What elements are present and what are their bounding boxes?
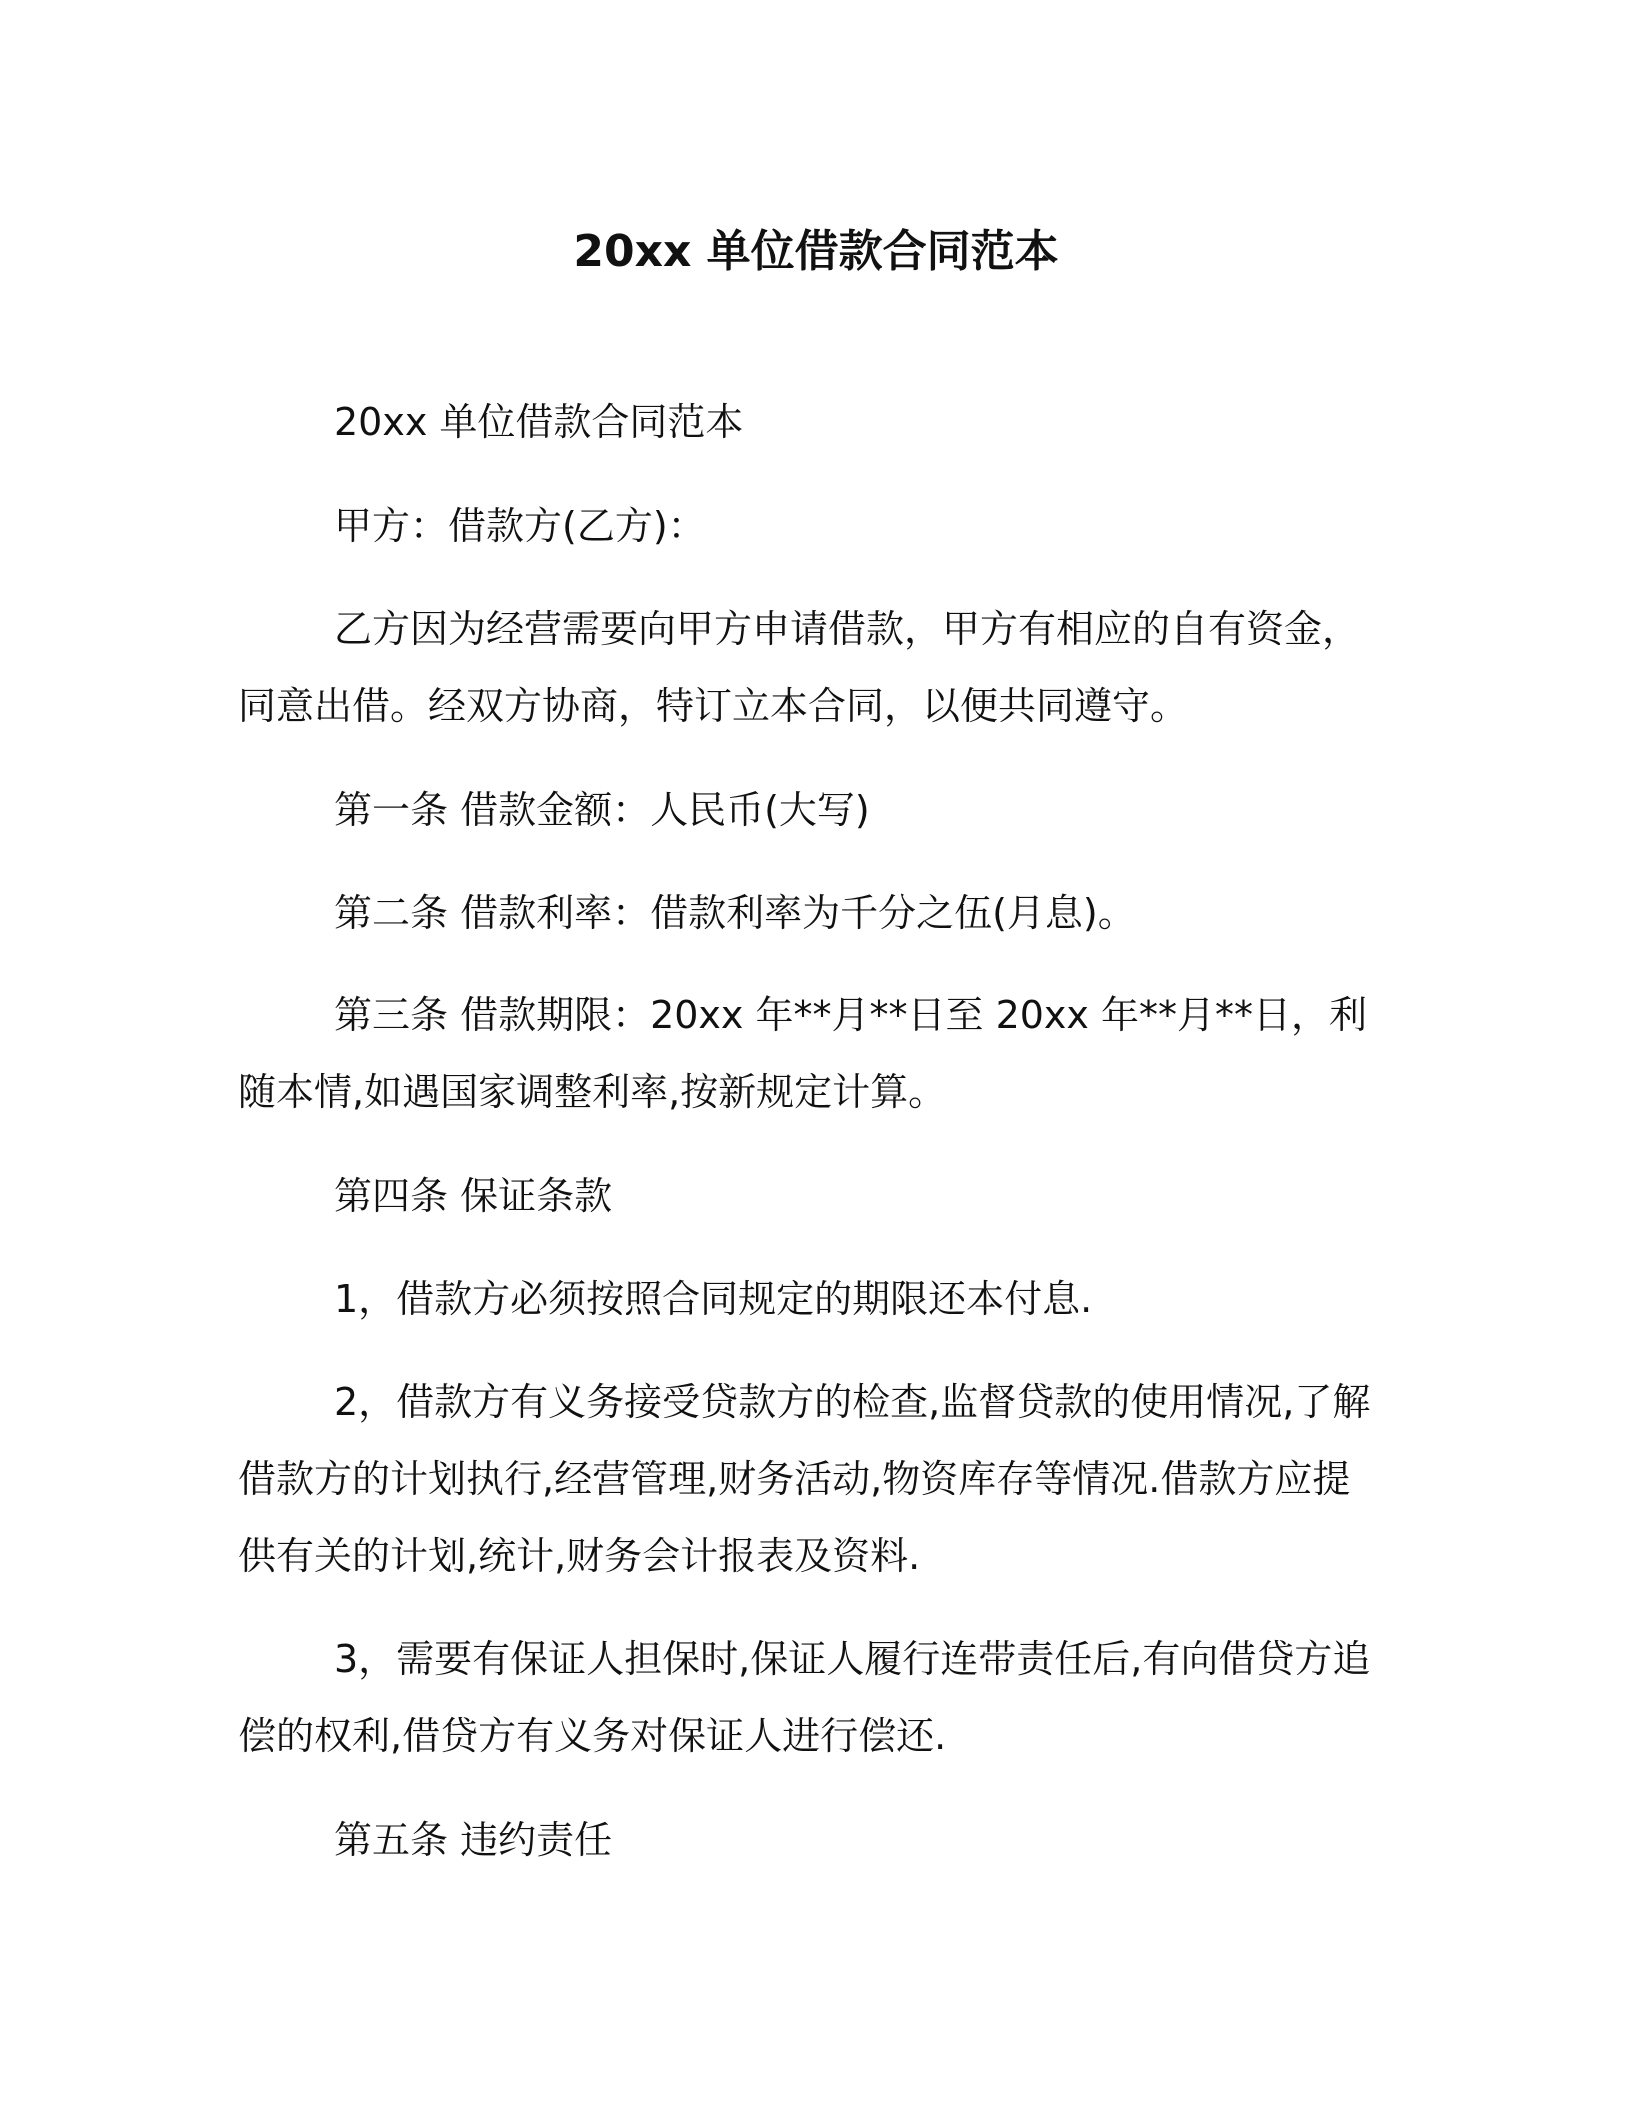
paragraph-article-3: 第三条 借款期限：20xx 年**月**日至 20xx 年**月**日，利随本情,如遇国家调整利率,按新规定计算。 — [238, 993, 1367, 1114]
paragraph-article-5: 第五条 违约责任 — [334, 1818, 613, 1862]
paragraph-article-4: 第四条 保证条款 — [334, 1174, 613, 1218]
paragraph-subtitle: 20xx 单位借款合同范本 — [334, 400, 744, 444]
paragraph-clause-3: 3，需要有保证人担保时,保证人履行连带责任后,有向借贷方追偿的权利,借贷方有义务对保证人进行偿还. — [238, 1637, 1371, 1758]
paragraph-preamble: 乙方因为经营需要向甲方申请借款，甲方有相应的自有资金，同意出借。经双方协商，特订立本合同，以便共同遵守。 — [238, 607, 1361, 728]
paragraph-clause-2: 2，借款方有义务接受贷款方的检查,监督贷款的使用情况,了解借款方的计划执行,经营管理,财务活动,物资库存等情况.借款方应提供有关的计划,统计,财务会计报表及资料. — [238, 1380, 1371, 1578]
paragraph-clause-1: 1，借款方必须按照合同规定的期限还本付息. — [334, 1277, 1093, 1321]
document-title: 20xx 单位借款合同范本 — [573, 226, 1059, 277]
paragraph-parties: 甲方：借款方(乙方)： — [334, 504, 706, 548]
paragraph-article-1: 第一条 借款金额：人民币(大写) — [334, 788, 870, 832]
paragraph-article-2: 第二条 借款利率：借款利率为千分之伍(月息)。 — [334, 891, 1136, 935]
